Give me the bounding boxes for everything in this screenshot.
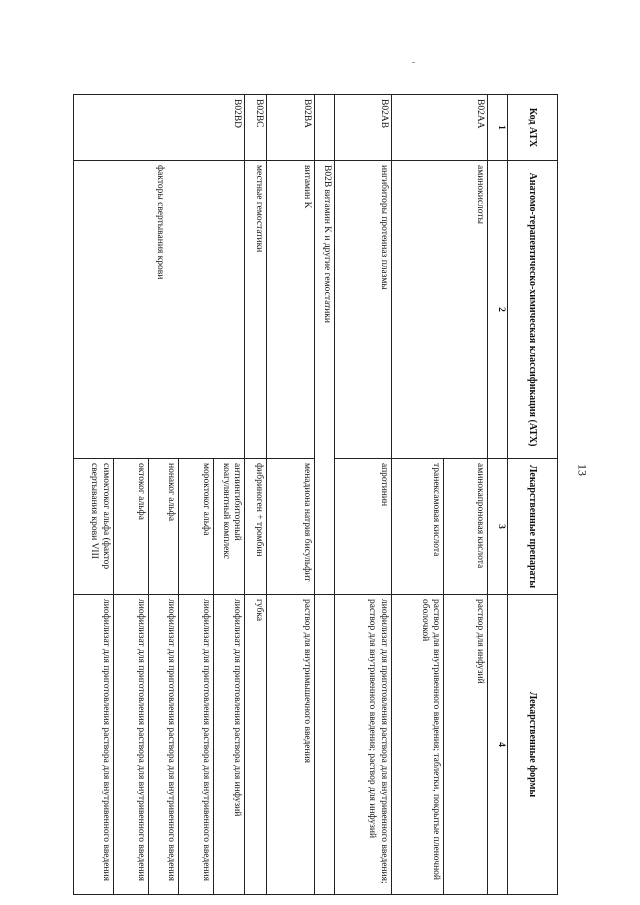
dosage-form: лиофилизат для приготовления раствора для инфузий	[214, 595, 245, 895]
atc-group: ингибиторы протеиназ плазмы	[334, 161, 391, 459]
table-row	[334, 95, 391, 895]
header-row	[507, 95, 557, 895]
empty-cell	[314, 595, 334, 895]
dosage-form: раствор для инфузий	[444, 595, 488, 895]
rotated-table-wrapper	[73, 94, 558, 894]
column-number: 2	[487, 161, 507, 459]
atc-group: аминокислоты	[391, 161, 487, 459]
drug-name: апротинин	[334, 459, 391, 595]
atc-table	[73, 94, 558, 895]
drug-name: симоктоког альфа (фактор свертывания крови VIII	[74, 459, 114, 595]
page-number: 13	[575, 464, 590, 476]
dosage-form: лиофилизат для приготовления раствора для внутривенного введения	[148, 595, 179, 895]
atc-code: B02BC	[244, 95, 266, 161]
atc-section-heading: B02B витамин K и другие гемостатики	[314, 161, 334, 595]
atc-group: витамин K	[266, 161, 314, 459]
atc-code: B02BD	[74, 95, 245, 161]
atc-code: B02AB	[334, 95, 391, 161]
drug-name: фибриноген + тромбин	[244, 459, 266, 595]
table-row	[444, 95, 488, 895]
dosage-form: раствор для внутривенного введения; таблетки, покрытые пленочной оболочкой	[391, 595, 444, 895]
drug-name: октоког альфа	[113, 459, 148, 595]
atc-group: факторы свертывания крови	[74, 161, 245, 459]
drug-name: менадиона натрия бисульфит	[266, 459, 314, 595]
dosage-form: раствор для внутримышечного введения	[266, 595, 314, 895]
header-code: Код АТХ	[507, 95, 557, 161]
header-forms: Лекарственные формы	[507, 595, 557, 895]
dosage-form: лиофилизат для приготовления раствора для внутривенного введения; раствор для внутривенного введения; раствор для инфузий	[334, 595, 391, 895]
drug-name: аминокапроновая кислота	[444, 459, 488, 595]
header-classification: Анатомо-терапевтическо-химическая классификация (АТХ)	[507, 161, 557, 459]
drug-name: нонаког альфа	[148, 459, 179, 595]
column-number: 3	[487, 459, 507, 595]
column-number: 4	[487, 595, 507, 895]
atc-code: B02AA	[391, 95, 487, 161]
scan-speck	[412, 62, 415, 63]
table-row	[214, 95, 245, 895]
header-drugs: Лекарственные препараты	[507, 459, 557, 595]
dosage-form: лиофилизат для приготовления раствора для внутривенного введения	[179, 595, 214, 895]
column-number: 1	[487, 95, 507, 161]
dosage-form: лиофилизат для приготовления раствора для внутривенного введения	[113, 595, 148, 895]
dosage-form: лиофилизат для приготовления раствора для внутривенного введения	[74, 595, 114, 895]
atc-code: B02BA	[266, 95, 314, 161]
drug-name: мороктоког альфа	[179, 459, 214, 595]
table-row-section	[314, 95, 334, 895]
empty-cell	[314, 95, 334, 161]
table-row	[244, 95, 266, 895]
table-row	[266, 95, 314, 895]
atc-group: местные гемостатики	[244, 161, 266, 459]
drug-name: антиингибиторный коагулянтный комплекс	[214, 459, 245, 595]
drug-name: транексамовая кислота	[391, 459, 444, 595]
column-number-row	[487, 95, 507, 895]
dosage-form: губка	[244, 595, 266, 895]
